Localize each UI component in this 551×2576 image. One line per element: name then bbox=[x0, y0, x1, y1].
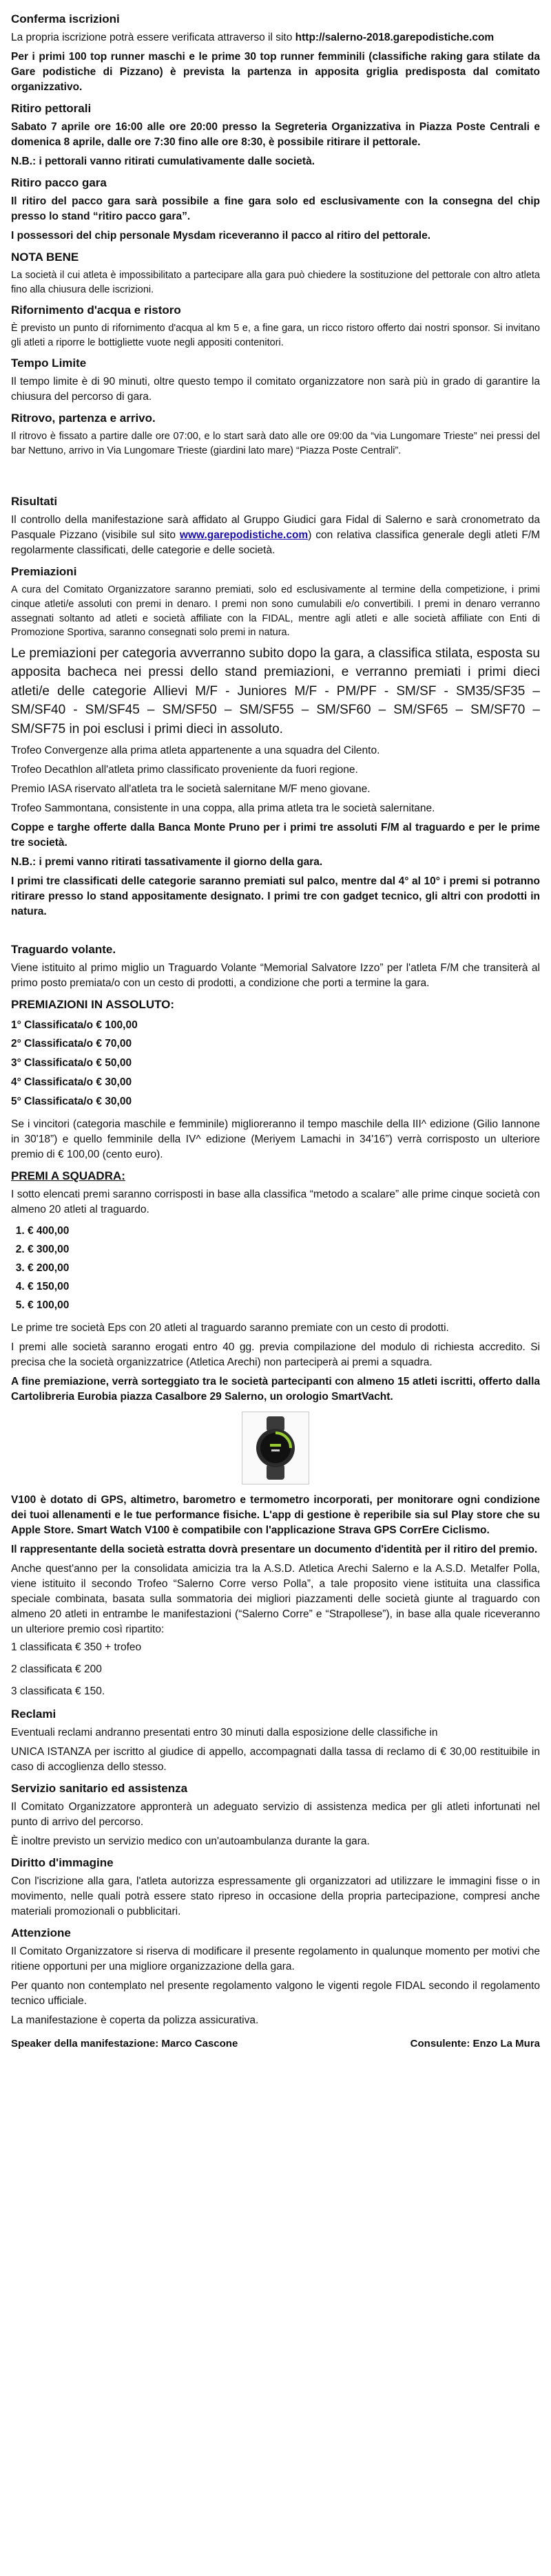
premi-squadra-list bbox=[28, 1222, 540, 1315]
attenzione-text: Il Comitato Organizzatore si riserva di modificare il presente regolamento in qualunque momento per motivi che ritiene opportuni per una migliore organizzazione della gara. bbox=[11, 1945, 540, 1972]
reclami-istanza-text: UNICA ISTANZA per iscritto al giudice di appello, accompagnati dalla tassa di reclamo di € 30,00 restituibile in caso di accoglienza dello stesso. bbox=[11, 1745, 540, 1773]
reclami-title: Reclami bbox=[11, 1707, 56, 1721]
smartwatch-image bbox=[242, 1412, 309, 1484]
reclami-text: Eventuali reclami andranno presentati entro 30 minuti dalla esposizione delle classifiche in bbox=[11, 1726, 438, 1738]
conferma-text-pre: La propria iscrizione potrà essere verificata attraverso il sito bbox=[11, 32, 295, 43]
trofeo-prize-3: 3 classificata € 150. bbox=[11, 1685, 105, 1697]
premi-squadra-text: I sotto elencati premi saranno corrisposti in base alla classifica “metodo a scalare” alle prime cinque società con almeno 20 atleti al traguardo. bbox=[11, 1188, 540, 1215]
diritto-title: Diritto d'immagine bbox=[11, 1855, 114, 1869]
diritto-text: Con l'iscrizione alla gara, l'atleta autorizza espressamente gli organizzatori ad utilizzare le immagini fisse o in movimento, nelle quali potrà essere stato ripreso in occasione della propria partecipazione, compresi anche materiali promozionali o pubblicitari. bbox=[11, 1875, 540, 1917]
salerno-corre-text: Anche quest'anno per la consolidata amicizia tra la A.S.D. Atletica Arechi Salerno e la A.S.D. Metalfer Polla, viene istituito il secondo Trofeo “Salerno Corre verso Polla”, a tale proposito viene istituita una classifica speciale combinata, basata sulla sommatoria dei migliori piazzamenti delle società giunte al traguardo con almeno 20 atleti in entrambe le manifestazioni (“Salerno Corre” e “Strapollese”), in base alla quale riceveranno un ulteriore premio così ripartito: bbox=[11, 1562, 540, 1635]
premiazioni-categorie-text: Le premiazioni per categoria avverranno subito dopo la gara, a classifica stilata, esposta su apposita bacheca nei pressi dello stand premiazioni, e verranno premiati i primi dieci atleti/e delle categorie Allievi M/F - Juniores M/F - PM/PF - SM/SF - SM35/SF35 – SM/SF40 - SM/SF45 – SM/SF50 – SM/SF55 – SM/SF60 – SM/SF65 – SM/SF70 – SM/SF75 in poi esclusi i primi dieci in assoluto. bbox=[11, 646, 540, 736]
premi-nb-text: N.B.: i premi vanno ritirati tassativamente il giorno della gara. bbox=[11, 855, 323, 868]
list-item: 5. € 100,00 bbox=[28, 1296, 540, 1314]
record-bonus-text: Se i vincitori (categoria maschile e femminile) miglioreranno il tempo maschile della III^ edizione (Gilio Iannone in 30'18”) e quello femminile della IV^ edizione (Meriyem Lamachi in 34'16”) verrà corrisposto un ulteriore premio di € 100,00 (cento euro). bbox=[11, 1118, 540, 1160]
trofeo-prize-2: 2 classificata € 200 bbox=[11, 1663, 102, 1675]
coppe-targhe-text: Coppe e targhe offerte dalla Banca Monte Pruno per i primi tre assoluti F/M al traguardo e per le prime tre società. bbox=[11, 821, 540, 849]
list-item: 5° Classificata/o € 30,00 bbox=[11, 1096, 132, 1108]
sorteggio-text: A fine premiazione, verrà sorteggiato tra le società partecipanti con almeno 15 atleti iscritti, offerto dalla Cartolibreria Eurobia piazza Casalbore 29 Salerno, un orologio SmartVacht. bbox=[11, 1375, 540, 1403]
nota-bene-title: NOTA BENE bbox=[11, 251, 79, 264]
rifornimento-title: Rifornimento d'acqua e ristoro bbox=[11, 304, 181, 317]
accredito-text: I premi alle società saranno erogati entro 40 gg. previa compilazione del modulo di richiesta accredito. Si precisa che la società organizzatrice (Atletica Arechi) non parteciperà ai premi a squadra. bbox=[11, 1341, 540, 1368]
list-item: 2. € 300,00 bbox=[28, 1240, 540, 1259]
top-runner-text: Per i primi 100 top runner maschi e le prime 30 top runner femminili (classifiche raking gara stilate da Gare podistiche di Pizzano) è prevista la partenza in apposita griglia predisposta dal comitato organizzativo. bbox=[11, 51, 540, 93]
traguardo-title: Traguardo volante. bbox=[11, 942, 116, 956]
primi-tre-text: I primi tre classificati delle categorie saranno premiati sul palco, mentre dal 4° al 10° i premi si potranno ritirare presso lo stand appositamente designato. I primi tre con gadget tecnico, gli altri con prodotti in natura. bbox=[11, 875, 540, 917]
list-item: 4. € 150,00 bbox=[28, 1277, 540, 1296]
premi-squadra-title: PREMI A SQUADRA: bbox=[11, 1169, 125, 1182]
ritiro-pettorali-text: Sabato 7 aprile ore 16:00 alle ore 20:00 presso la Segreteria Organizzativa in Piazza Poste Centrali e domenica 8 aprile, dalle ore 7:30 fino alle ore 8:30, è possibile ritirare il pettorale. bbox=[11, 121, 540, 148]
premiazioni-assoluto-title: PREMIAZIONI IN ASSOLUTO: bbox=[11, 997, 175, 1011]
servizio-title: Servizio sanitario ed assistenza bbox=[11, 1781, 188, 1795]
smartwatch-image-wrap bbox=[11, 1412, 540, 1484]
attenzione-title: Attenzione bbox=[11, 1926, 71, 1939]
trofeo-prize-1: 1 classificata € 350 + trofeo bbox=[11, 1641, 142, 1653]
list-item: 1. € 400,00 bbox=[28, 1222, 540, 1240]
trofeo-decathlon: Trofeo Decathlon all'atleta primo classificato proveniente da fuori regione. bbox=[11, 763, 358, 776]
smartwatch-icon bbox=[251, 1415, 300, 1481]
rifornimento-text: È previsto un punto di rifornimento d'acqua al km 5 e, a fine gara, un ricco ristoro offerto dai nostri sponsor. Si invitano gli atleti a riporre le bottigliette vuote negli appositi contenitori. bbox=[11, 323, 540, 348]
documento-identita-text: Il rappresentante della società estratta dovrà presentare un documento d'identità per il ritiro del premio. bbox=[11, 1543, 538, 1555]
ritrovo-title: Ritrovo, partenza e arrivo. bbox=[11, 412, 156, 425]
tempo-limite-title: Tempo Limite bbox=[11, 356, 87, 370]
list-item: 2° Classificata/o € 70,00 bbox=[11, 1038, 132, 1050]
risultati-text bbox=[11, 513, 540, 558]
premiazioni-assoluto-list bbox=[11, 1016, 540, 1111]
list-item: 4° Classificata/o € 30,00 bbox=[11, 1076, 132, 1089]
conferma-site-link[interactable]: http://salerno-2018.garepodistiche.com bbox=[295, 32, 495, 43]
ritiro-pettorali-note: N.B.: i pettorali vanno ritirati cumulativamente dalle società. bbox=[11, 156, 315, 167]
list-item: 1° Classificata/o € 100,00 bbox=[11, 1019, 138, 1031]
premio-iasa: Premio IASA riservato all'atleta tra le società salernitane M/F meno giovane. bbox=[11, 783, 371, 795]
list-item: 3. € 200,00 bbox=[28, 1259, 540, 1277]
servizio-text: Il Comitato Organizzatore appronterà un adeguato servizio di assistenza medica per gli atleti infortunati nel punto di arrivo del percorso. bbox=[11, 1800, 540, 1828]
polizza-text: La manifestazione è coperta da polizza assicurativa. bbox=[11, 2014, 259, 2026]
ritrovo-text: Il ritrovo è fissato a partire dalle ore 07:00, e lo start sarà dato alle ore 09:00 da “via Lungomare Trieste” nei pressi del bar Nettuno, arrivo in Via Lungomare Trieste (giardini lato mare) “Piazza Poste Centrali”. bbox=[11, 431, 540, 456]
v100-description: V100 è dotato di GPS, altimetro, barometro e termometro incorporati, per monitorare ogni condizione dei tuoi allenamenti e le tue performance fisiche. L'app di gestione è reperibile sia sul Play store che su Apple Store. Smart Watch V100 è compatibile con l'applicazione Strava GPS CorrEre Ciclismo. bbox=[11, 1493, 540, 1536]
risultati-text-pre: Il controllo della manifestazione sarà affidato al Gruppo Giudici gara Fidal di Salerno e sarà cronometrato da Pasquale Pizzano (visibile sul sito bbox=[11, 514, 540, 542]
trofeo-sammontana: Trofeo Sammontana, consistente in una coppa, alla prima atleta tra le società salernitane. bbox=[11, 802, 435, 814]
fidal-text: Per quanto non contemplato nel presente regolamento valgono le vigenti regole FIDAL secondo il regolamento tecnico ufficiale. bbox=[11, 1979, 540, 2007]
tempo-limite-text: Il tempo limite è di 90 minuti, oltre questo tempo il comitato organizzatore non sarà più in grado di garantire la chiusura del percorso di gara. bbox=[11, 376, 540, 403]
ritiro-pacco-title: Ritiro pacco gara bbox=[11, 176, 107, 189]
ritiro-pacco-text: Il ritiro del pacco gara sarà possibile a fine gara solo ed esclusivamente con la consegna del chip presso lo stand “ritiro pacco gara”. bbox=[11, 195, 540, 222]
premiazioni-text: A cura del Comitato Organizzatore saranno premiati, solo ed esclusivamente al termine della competizione, i primi cinque atleti/e assoluti con premi in denaro. I premi non sono cumulabili e/o convertibili. I premi in denaro verranno assegnati soltanto ad atleti e società affiliate con la FIDAL, mentre agli atleti e alle società affiliate con Enti di Promozione Sportiva, saranno consegnati solo premi in natura. bbox=[11, 584, 540, 639]
premiazioni-title: Premiazioni bbox=[11, 565, 77, 579]
document-footer bbox=[11, 2038, 540, 2050]
section-spacer bbox=[11, 924, 540, 936]
traguardo-text: Viene istituito al primo miglio un Traguardo Volante “Memorial Salvatore Izzo” per l'atleta F/M che transiterà al primo posto premiata/o con un cesto di prodotti, a condizione che porti a termine la gara. bbox=[11, 961, 540, 989]
consulente-credit: Consulente: Enzo La Mura bbox=[410, 2037, 540, 2050]
speaker-credit: Speaker della manifestazione: Marco Cascone bbox=[11, 2037, 238, 2050]
chip-mysdam-text: I possessori del chip personale Mysdam riceveranno il pacco al ritiro del pettorale. bbox=[11, 230, 431, 242]
nota-bene-text: La società il cui atleta è impossibilitato a partecipare alla gara può chiedere la sostituzione del pettorale con altro atleta fino alla chiusura delle iscrizioni. bbox=[11, 270, 540, 295]
garepodistiche-link[interactable]: www.garepodistiche.com bbox=[179, 529, 309, 542]
conferma-text bbox=[11, 30, 540, 45]
autoambulanza-text: È inoltre previsto un servizio medico con un'autoambulanza durante la gara. bbox=[11, 1835, 370, 1847]
eps-text: Le prime tre società Eps con 20 atleti al traguardo saranno premiate con un cesto di prodotti. bbox=[11, 1321, 449, 1334]
risultati-title: Risultati bbox=[11, 495, 58, 509]
section-spacer bbox=[11, 462, 540, 488]
risultati-text-post: ) con relativa classifica generale degli atleti F/M regolarmente classificati, delle categorie e delle società. bbox=[11, 529, 541, 557]
trofeo-convergenze: Trofeo Convergenze alla prima atleta appartenente a una squadra del Cilento. bbox=[11, 744, 380, 756]
ritiro-pettorali-title: Ritiro pettorali bbox=[11, 102, 92, 115]
conferma-title: Conferma iscrizioni bbox=[11, 12, 120, 25]
list-item: 3° Classificata/o € 50,00 bbox=[11, 1057, 132, 1069]
